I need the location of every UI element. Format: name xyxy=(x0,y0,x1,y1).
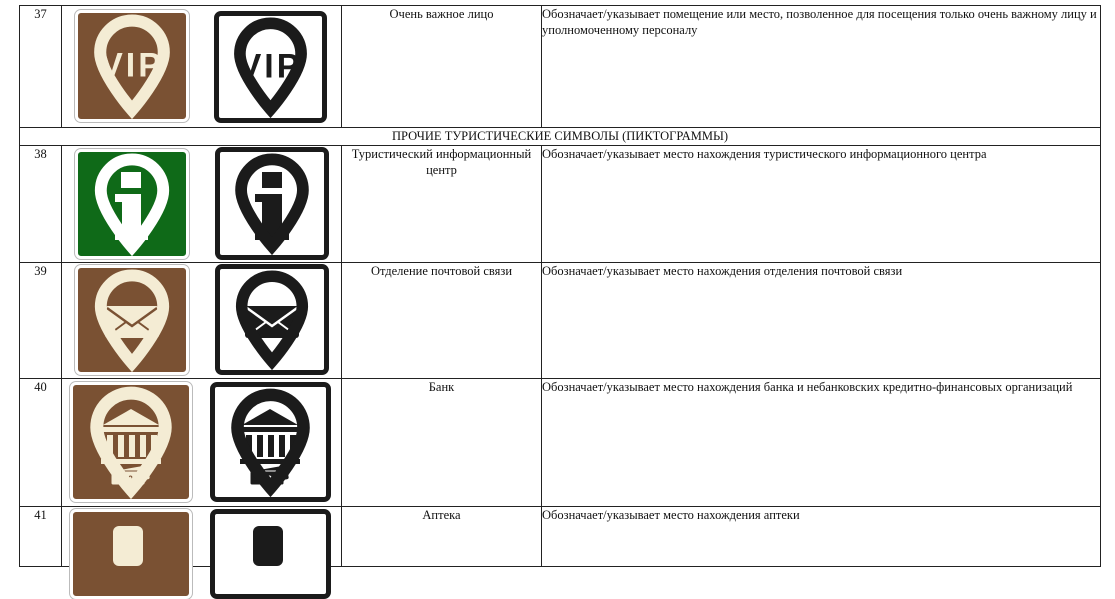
banknote-text: 20 xyxy=(261,474,273,484)
sign-name: Туристический информационный центр xyxy=(342,146,542,263)
sign-name: Отделение почтовой связи xyxy=(342,263,542,379)
banknote-text: 20 xyxy=(122,474,134,484)
vip-sign-text: VIP xyxy=(100,46,164,85)
sign-images-cell xyxy=(62,146,342,263)
sign-images-cell xyxy=(62,507,342,567)
vip-sign-brown xyxy=(75,10,189,122)
pharmacy-icon xyxy=(73,512,189,596)
post-sign-brown xyxy=(75,265,189,375)
sign-images-cell xyxy=(62,6,342,128)
table-row xyxy=(20,263,1101,379)
pharmacy-sign-white xyxy=(210,509,331,599)
info-sign-green xyxy=(75,149,189,259)
location-pin-icon xyxy=(78,13,186,119)
location-pin-icon xyxy=(78,268,186,372)
row-number: 38 xyxy=(20,146,62,263)
signs-table xyxy=(19,5,1101,567)
sign-images-cell xyxy=(62,379,342,507)
sign-name: Очень важное лицо xyxy=(342,6,542,128)
row-number: 39 xyxy=(20,263,62,379)
location-pin-icon xyxy=(220,269,324,370)
section-row xyxy=(20,128,1101,146)
location-pin-icon xyxy=(219,16,322,118)
info-sign-white xyxy=(215,147,329,260)
table-row xyxy=(20,379,1101,507)
location-pin-icon xyxy=(73,385,189,499)
sign-description: Обозначает/указывает помещение или место, позволенное для посещения только очень важному лицу и уполномоченному персоналу xyxy=(542,6,1101,128)
pharmacy-icon xyxy=(215,514,326,594)
sign-description: Обозначает/указывает место нахождения банка и небанковских кредитно-финансовых организаций xyxy=(542,379,1101,507)
section-title: ПРОЧИЕ ТУРИСТИЧЕСКИЕ СИМВОЛЫ (ПИКТОГРАММЫ) xyxy=(20,128,1101,146)
sign-name: Банк xyxy=(342,379,542,507)
location-pin-icon xyxy=(78,152,186,256)
sign-description: Обозначает/указывает место нахождения туристического информационного центра xyxy=(542,146,1101,263)
table-row xyxy=(20,6,1101,128)
sign-description: Обозначает/указывает место нахождения аптеки xyxy=(542,507,1101,567)
row-number: 37 xyxy=(20,6,62,128)
bank-sign-brown xyxy=(70,382,192,502)
pharmacy-sign-brown xyxy=(70,509,192,599)
sign-images-cell xyxy=(62,263,342,379)
row-number: 40 xyxy=(20,379,62,507)
location-pin-icon xyxy=(215,387,326,497)
post-sign-white xyxy=(215,264,329,375)
sign-name: Аптека xyxy=(342,507,542,567)
table-row xyxy=(20,146,1101,263)
location-pin-icon xyxy=(220,152,324,255)
table-row xyxy=(20,507,1101,567)
vip-sign-text: VIP xyxy=(238,47,303,86)
bank-sign-white xyxy=(210,382,331,502)
vip-sign-white xyxy=(214,11,327,123)
row-number: 41 xyxy=(20,507,62,567)
sign-description: Обозначает/указывает место нахождения отделения почтовой связи xyxy=(542,263,1101,379)
